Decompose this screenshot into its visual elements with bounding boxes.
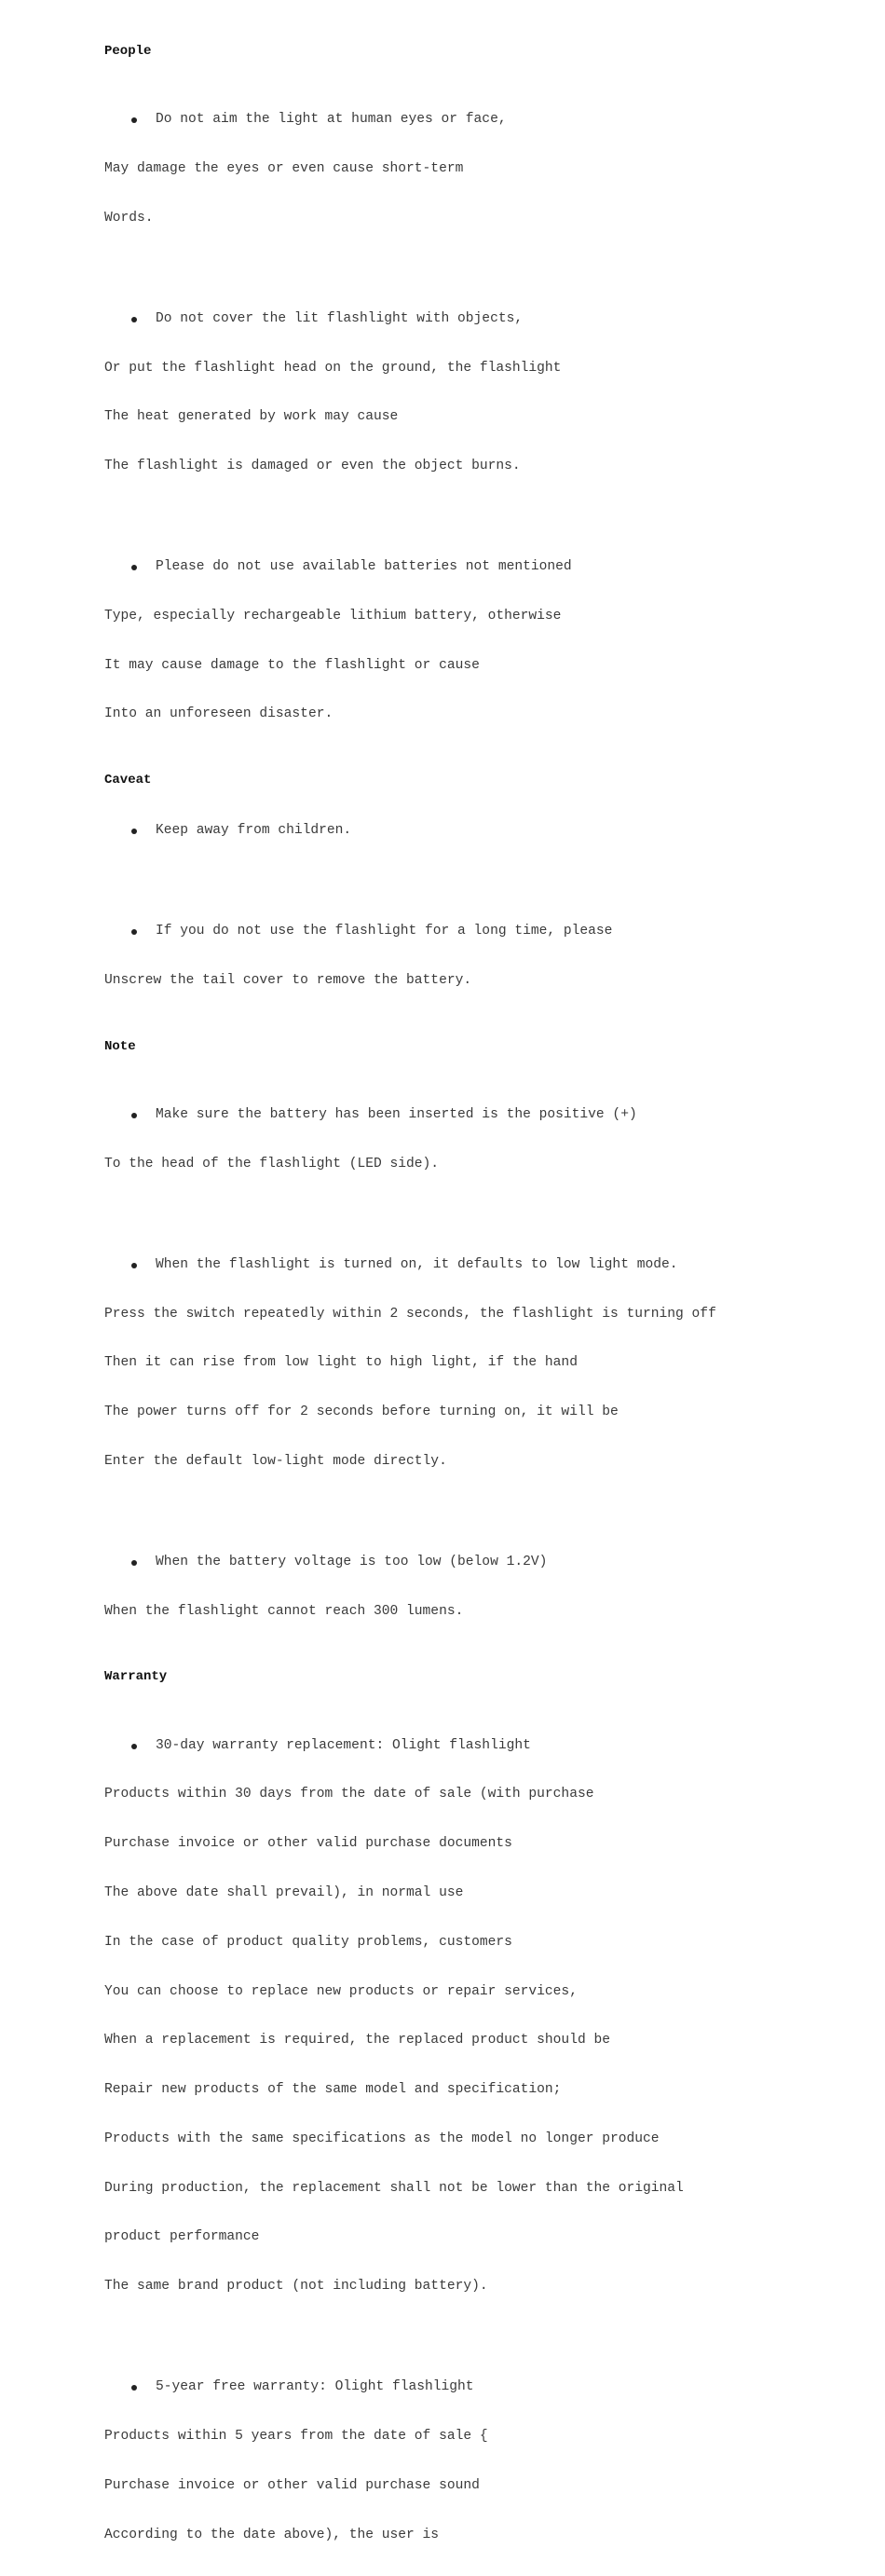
text-line: Words.	[104, 210, 154, 226]
list-item	[104, 1225, 868, 1503]
bullet-icon	[131, 1560, 137, 1566]
bullet-text: Keep away from children.	[156, 823, 352, 839]
text-line: Enter the default low-light mode directly.	[104, 1453, 447, 1469]
text-line: Then it can rise from low light to high light, if the hand	[104, 1355, 578, 1371]
list-item	[104, 2347, 868, 2576]
bullet-icon	[131, 929, 137, 935]
list-item	[104, 790, 868, 872]
section-heading-people: People	[104, 44, 152, 59]
list-item	[104, 1705, 868, 2328]
text-line: The above date shall prevail), in normal use	[104, 1885, 464, 1900]
text-line: The flashlight is damaged or even the object burns.	[104, 459, 521, 474]
bullet-text: 30-day warranty replacement: Olight flashlight	[156, 1737, 531, 1753]
text-line: During production, the replacement shall not be lower than the original	[104, 2180, 684, 2196]
bullet-icon	[131, 1744, 137, 1749]
text-line: To the head of the flashlight (LED side).	[104, 1156, 440, 1172]
text-line: May damage the eyes or even cause short-term	[104, 160, 464, 176]
list-item	[104, 1075, 868, 1206]
text-line: When a replacement is required, the replaced product should be	[104, 2033, 610, 2048]
list-item	[104, 1522, 868, 1653]
section-heading-note: Note	[104, 1038, 136, 1054]
bullet-icon	[131, 565, 137, 570]
text-line: Unscrew the tail cover to remove the battery.	[104, 973, 472, 989]
text-line: According to the date above), the user is	[104, 2527, 440, 2542]
section-heading-warranty: Warranty	[104, 1669, 168, 1685]
bullet-icon	[131, 1263, 137, 1268]
list-item	[104, 79, 868, 260]
text-line: The same brand product (not including battery).	[104, 2279, 488, 2295]
bullet-text: Do not cover the lit flashlight with objects,	[156, 310, 524, 326]
bullet-icon	[131, 1113, 137, 1118]
text-line: You can choose to replace new products or repair services,	[104, 1983, 578, 1999]
bullet-text: When the flashlight is turned on, it defaults to low light mode.	[156, 1256, 678, 1272]
text-line: Type, especially rechargeable lithium battery, otherwise	[104, 608, 562, 623]
text-line: Products within 5 years from the date of sale {	[104, 2429, 488, 2444]
list-item	[104, 279, 868, 508]
text-line: Or put the flashlight head on the ground, the flashlight	[104, 360, 562, 376]
text-line: Purchase invoice or other valid purchase documents	[104, 1836, 512, 1852]
text-line: product performance	[104, 2229, 260, 2245]
text-line: The heat generated by work may cause	[104, 409, 399, 425]
bullet-icon	[131, 317, 137, 322]
text-line: Repair new products of the same model and specification;	[104, 2082, 562, 2098]
section-heading-caveat: Caveat	[104, 773, 152, 788]
text-line: Products with the same specifications as the model no longer produce	[104, 2131, 660, 2146]
list-item	[104, 891, 868, 1022]
text-line: Purchase invoice or other valid purchase sound	[104, 2477, 480, 2493]
text-line: It may cause damage to the flashlight or cause	[104, 657, 480, 673]
bullet-icon	[131, 829, 137, 834]
bullet-icon	[131, 2385, 137, 2391]
text-line: In the case of product quality problems, customers	[104, 1934, 512, 1950]
bullet-text: Please do not use available batteries not mentioned	[156, 559, 572, 575]
bullet-text: When the battery voltage is too low (below 1.2V)	[156, 1554, 548, 1569]
text-line: The power turns off for 2 seconds before turning on, it will be	[104, 1404, 619, 1420]
list-item	[104, 527, 868, 756]
text-line: Products within 30 days from the date of sale (with purchase	[104, 1787, 594, 1802]
bullet-text: Do not aim the light at human eyes or face,	[156, 112, 507, 128]
text-line: Press the switch repeatedly within 2 seconds, the flashlight is turning off	[104, 1306, 716, 1322]
bullet-icon	[131, 117, 137, 123]
text-line: When the flashlight cannot reach 300 lumens.	[104, 1603, 464, 1619]
bullet-text: Make sure the battery has been inserted is the positive (+)	[156, 1107, 637, 1123]
text-line: Into an unforeseen disaster.	[104, 706, 334, 722]
document-body	[104, 43, 868, 2576]
bullet-text: 5-year free warranty: Olight flashlight	[156, 2379, 474, 2395]
bullet-text: If you do not use the flashlight for a long time, please	[156, 924, 613, 939]
